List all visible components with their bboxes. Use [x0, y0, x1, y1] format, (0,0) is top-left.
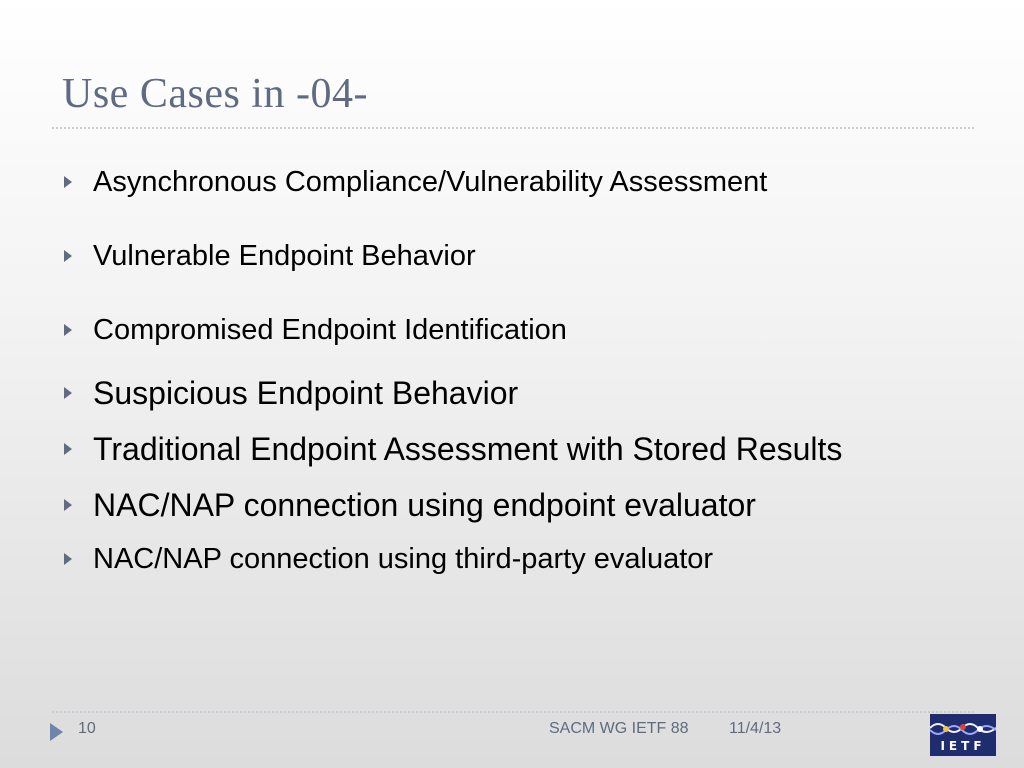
- bullet-text: Asynchronous Compliance/Vulnerability Assessment: [93, 166, 768, 198]
- footer-date: 11/4/13: [729, 720, 782, 737]
- bullet-arrow-icon: [64, 176, 72, 188]
- bullet-text: Suspicious Endpoint Behavior: [93, 375, 519, 411]
- bullet-text: Traditional Endpoint Assessment with Stored Results: [93, 431, 843, 467]
- bullet-text: NAC/NAP connection using endpoint evaluator: [93, 487, 756, 523]
- logo-wave-graphic: [930, 718, 996, 738]
- bullet-arrow-icon: [64, 443, 72, 455]
- footer-event: SACM WG IETF 88: [549, 720, 689, 737]
- bullet-text: Compromised Endpoint Identification: [93, 314, 567, 346]
- logo-text: IETF: [940, 739, 986, 753]
- footer-divider: [52, 711, 974, 713]
- bullet-arrow-icon: [64, 250, 72, 262]
- slide-title: Use Cases in -04-: [62, 71, 368, 117]
- footer-nav-arrow-icon: [50, 723, 63, 741]
- bullet-arrow-icon: [64, 324, 72, 336]
- bullet-text: Vulnerable Endpoint Behavior: [93, 240, 476, 272]
- bullet-arrow-icon: [64, 499, 72, 511]
- ietf-logo-icon: [930, 714, 996, 756]
- page-number: 10: [78, 720, 96, 737]
- bullet-arrow-icon: [64, 387, 72, 399]
- bullet-arrow-icon: [64, 553, 72, 565]
- bullet-text: NAC/NAP connection using third-party evaluator: [93, 543, 714, 575]
